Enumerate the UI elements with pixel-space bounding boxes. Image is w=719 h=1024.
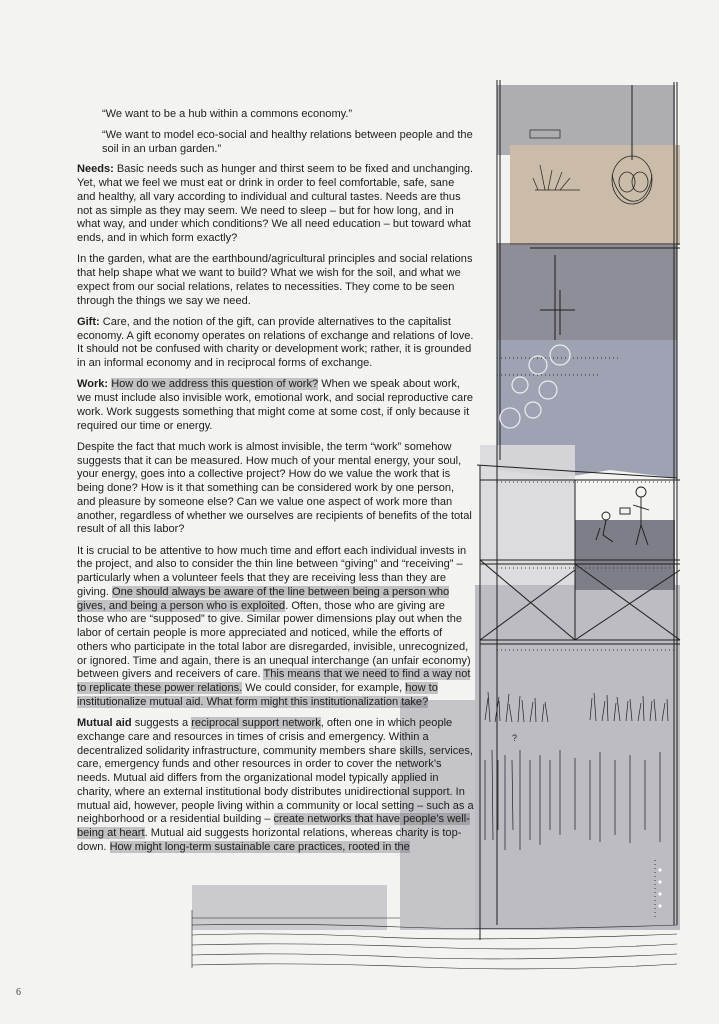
grey-footer-strip [192, 885, 387, 930]
highlighted-text: This means that we need to find a way not to replicate these power relations. [77, 668, 471, 694]
paragraph-heading: Mutual aid [77, 717, 132, 729]
paragraph-text: It is crucial to be attentive to how much time and effort each individual invests in the project, and also to consider the thin line between “giving” and “receiving” – particularly when a volunteer feels that they are receiving less than they are giving. [77, 544, 467, 598]
highlighted-text: how to institutionalize mutual aid. What form might this institutionalization take? [77, 682, 438, 708]
paragraph-text: Basic needs such as hunger and thirst seem to be fixed and unchanging. Yet, what we feel we must eat or drink in order to feel comfortable, safe, sane and healthy, all vary according to individual and cultural tastes. Needs are thus not as simple as they may seem. We need to sleep – but for how long, and in what way, and under which conditions? We all need education – but toward what ends, and in which form exactly? [77, 163, 474, 244]
paragraph [77, 253, 474, 308]
paragraph [77, 163, 474, 246]
beige-paper [510, 145, 680, 245]
quote: “We want to be a hub within a commons economy.” [102, 108, 353, 120]
paragraph-text: . Often, those who are giving are those who are “supposed” to give. Similar power dimensions play out when the labor of certain people is more appreciated and noticed, while the efforts of others who participate in the total labor are disregarded, invisible, unrecognized, or ignored. Time and again, there is an unequal interchange (an unfair economy) between givers and receivers of care. [77, 599, 471, 681]
paragraph-heading: Gift: [77, 315, 100, 328]
highlighted-text: How might long-term sustainable care practices, rooted in the [109, 840, 410, 853]
paragraph-text: suggests a [131, 717, 192, 729]
paragraph-heading: Work: [77, 378, 109, 391]
paragraph-text: Despite the fact that much work is almost invisible, the term “work” somehow suggests that it can be measured. How much of your mental energy, your soul, your energy, goes into a collective project? How do we value the work that is being done? How is it that something can be considered work by one person, and pleasure by someone else? Can we value one aspect of work more than another, regardless of whether we ourselves are recipients of benefits of the total result of all this labor? [77, 440, 472, 536]
paragraph-text: Care, and the notion of the gift, can provide alternatives to the capitalist economy. A gift economy operates on relations of exchange and relations of love. It should not be confused with charity or development work; rather, it is grounded in an informal economy and in reciprocal forms of exchange. [77, 315, 474, 369]
paragraph-heading: Needs: [77, 163, 114, 176]
quote: “We want to model eco-social and healthy relations between people and the soil in an urban garden.” [102, 128, 473, 155]
body-text [77, 108, 474, 862]
paragraph-text: . Mutual aid suggests horizontal relations, whereas charity is top-down. [77, 827, 462, 853]
grey-top-paper [497, 85, 675, 155]
highlighted-text: reciprocal support network [191, 717, 321, 729]
highlighted-text: create networks that have people’s well-being at heart [77, 813, 470, 839]
paragraph-text: When we speak about work, we must include also invisible work, emotional work, and social reproductive care work. Work suggests something that might come at some cost, if only because it required our time or energy. [77, 378, 474, 432]
highlighted-text: One should always be aware of the line between being a person who gives, and being a person who is exploited [77, 585, 450, 612]
paragraph [77, 717, 474, 855]
grey-slab-lower [575, 520, 675, 590]
paragraph [77, 316, 474, 371]
paragraph [77, 378, 474, 433]
paragraph-text: , often one in which people exchange care and resources in times of crisis and emergency. Within a decentralized solidarity infrastructure, community members share skills, services, care, emergency funds and other resources in order to cover the network’s needs. Mutual aid differs from the organizational model typically applied in charity, where an external institutional body distributes unidirectional support. In mutual aid, however, people living within a community or local setting – such as a neighborhood or a residential building – [77, 717, 474, 826]
page-number: 6 [16, 987, 21, 998]
paragraph [77, 545, 474, 710]
paragraphs [77, 163, 474, 854]
paragraph-text: We could consider, for example, [242, 682, 406, 694]
paragraph-text: In the garden, what are the earthbound/agricultural principles and social relations that help shape what we want to build? What we wish for the soil, and what we expect from our social relations, relates to necessities. They come to be seen through the things we say we need. [77, 253, 473, 307]
grey-bottom-paper [475, 585, 680, 930]
question-mark-glyph: ? [512, 733, 518, 743]
paragraph [77, 441, 474, 537]
highlighted-text: How do we address this question of work? [111, 378, 319, 391]
